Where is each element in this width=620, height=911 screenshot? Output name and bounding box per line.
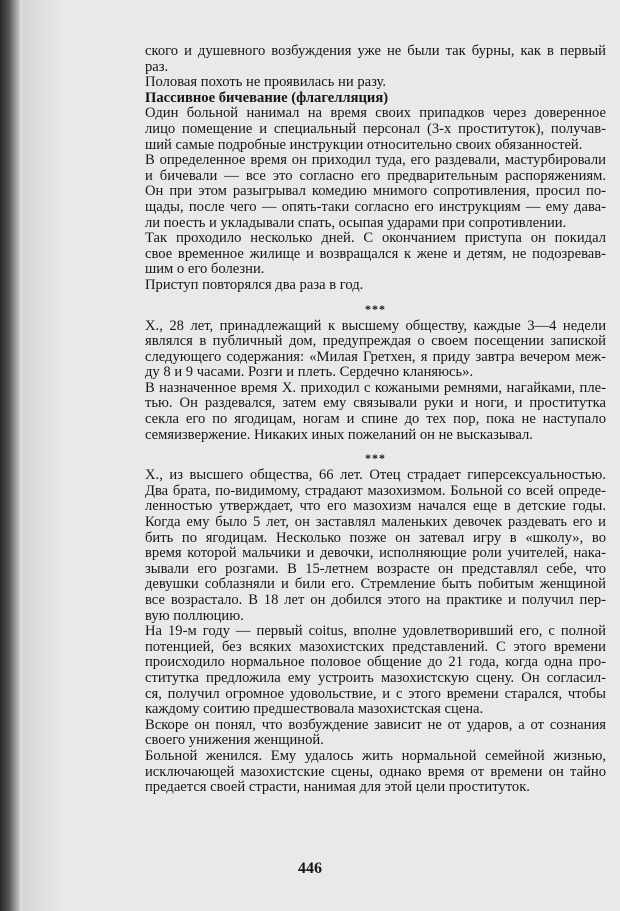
text-line: раз. xyxy=(145,58,169,75)
text-line: Вскоре он понял, что возбуждение зависит не от ударов, а от сознания xyxy=(145,716,606,733)
text-line: ского и душевного возбуждения уже не были так бурны, как в первый xyxy=(145,43,606,59)
text-line: свое временное жилище и возвращался к жене и детям, не подозревав- xyxy=(145,245,606,262)
section-heading xyxy=(145,91,606,107)
text-line: В определенное время он приходил туда, его раздевали, мастурбировали xyxy=(145,152,606,169)
section-separator: *** xyxy=(365,451,386,466)
paragraph xyxy=(145,381,606,443)
text-line: ший самые подробные инструкции относительно своих обязанностей. xyxy=(145,136,583,153)
paragraph xyxy=(145,106,606,153)
paragraph xyxy=(145,44,606,75)
text-line: и бичевали — все это согласно его предварительным распоряжениям. xyxy=(145,167,606,184)
text-line: являлся в публичный дом, предупреждая о своем посещении запиской xyxy=(145,333,606,350)
text-line: ститутка предложила ему устроить мазохистскую сцену. Он согласил- xyxy=(145,669,606,686)
scan-binding-shadow xyxy=(0,0,22,911)
text-line: ленностью утверждает, что его мазохизм начался еще в детские годы. xyxy=(145,498,606,515)
text-line: Х., из высшего общества, 66 лет. Отец страдает гиперсексуальностью. xyxy=(145,467,606,484)
text-line: Два брата, по-видимому, страдают мазохизмом. Больной со всей опреде- xyxy=(145,482,606,499)
text-line: В назначенное время Х. приходил с кожаными ремнями, нагайками, пле- xyxy=(145,379,606,396)
text-line: девушки соблазняли и били его. Стремление быть побитым женщиной xyxy=(145,576,606,593)
text-line: Когда ему было 5 лет, он заставлял маленьких девочек раздевать его и xyxy=(145,514,606,531)
text-line: щады, после чего — опять-таки согласно его инструкциям — ему дава- xyxy=(145,198,606,215)
text-line: Он при этом разыгрывал комедию мнимого сопротивления, просил по- xyxy=(145,183,606,200)
paragraph xyxy=(145,718,606,749)
page-number: 446 xyxy=(298,860,322,877)
text-line: секла его по ягодицам, ногам и спине до тех пор, пока не наступало xyxy=(145,411,606,428)
text-line: тью. Он раздевался, затем ему связывали руки и ноги, и проститутка xyxy=(145,395,606,412)
text-line: бить по ягодицам. Несколько позже он затевал игру в «школу», во xyxy=(145,529,606,546)
paragraph xyxy=(145,75,606,91)
text-line: предается своей страсти, нанимая для этой цели проституток. xyxy=(145,779,530,796)
scan-page-shade xyxy=(22,0,62,911)
text-line: исключающей мазохистские сцены, однако время от времени он тайно xyxy=(145,763,606,780)
page-body-text xyxy=(145,44,606,796)
text-line: зывали его розгами. В 15-летнем возрасте он представлял себе, что xyxy=(145,560,606,577)
paragraph xyxy=(145,231,606,278)
text-line: ся, получил огромное удовольствие, и с этого времени старался, чтобы xyxy=(145,685,606,702)
text-line: На 19-м году — первый coitus, вполне удовлетворивший его, с полной xyxy=(145,623,606,640)
text-line: Больной женился. Ему удалось жить нормальной семейной жизнью, xyxy=(145,747,606,764)
text-line: Пассивное бичевание (флагелляция) xyxy=(145,89,389,106)
text-line: Приступ повторялся два раза в год. xyxy=(145,276,364,293)
text-line: вую поллюцию. xyxy=(145,607,244,624)
text-line: следующего содержания: «Милая Гретхен, я приду завтра вечером меж- xyxy=(145,348,606,365)
text-line: потенцией, без всяких мазохистских представлений. С этого времени xyxy=(145,638,606,655)
text-line: ду 8 и 9 часами. Розги и плеть. Сердечно кланяюсь». xyxy=(145,364,474,381)
text-line: семяизвержение. Никаких иных пожеланий он не высказывал. xyxy=(145,426,533,443)
paragraph xyxy=(145,278,606,294)
section-separator: *** xyxy=(365,301,386,316)
paragraph xyxy=(145,749,606,796)
text-line: Х., 28 лет, принадлежащий к высшему обществу, каждые 3—4 недели xyxy=(145,317,606,334)
text-line: Так проходило несколько дней. С окончанием приступа он покидал xyxy=(145,230,606,247)
text-line: шим о его болезни. xyxy=(145,261,265,278)
text-line: своего унижения женщиной. xyxy=(145,732,324,749)
text-line: Один больной нанимал на время своих припадков через доверенное xyxy=(145,105,606,122)
paragraph xyxy=(145,624,606,718)
paragraph xyxy=(145,319,606,381)
text-line: время которой мальчики и девочки, исполняющие роли учителей, нака- xyxy=(145,545,606,562)
paragraph xyxy=(145,468,606,624)
text-line: все возрастало. В 18 лет он добился этого на практике и получил пер- xyxy=(145,592,606,608)
text-line: каждому соитию предшествовала мазохистская сцена. xyxy=(145,701,484,718)
text-line: ли поесть и укладывали спать, осыпая ударами при сопротивлении. xyxy=(145,214,567,231)
text-line: лицо помещение и специальный персонал (3-х проституток), получав- xyxy=(145,120,606,137)
text-line: происходило нормальное половое общение до 21 года, когда одна про- xyxy=(145,654,606,671)
paragraph xyxy=(145,153,606,231)
text-line: Половая похоть не проявилась ни разу. xyxy=(145,74,387,91)
